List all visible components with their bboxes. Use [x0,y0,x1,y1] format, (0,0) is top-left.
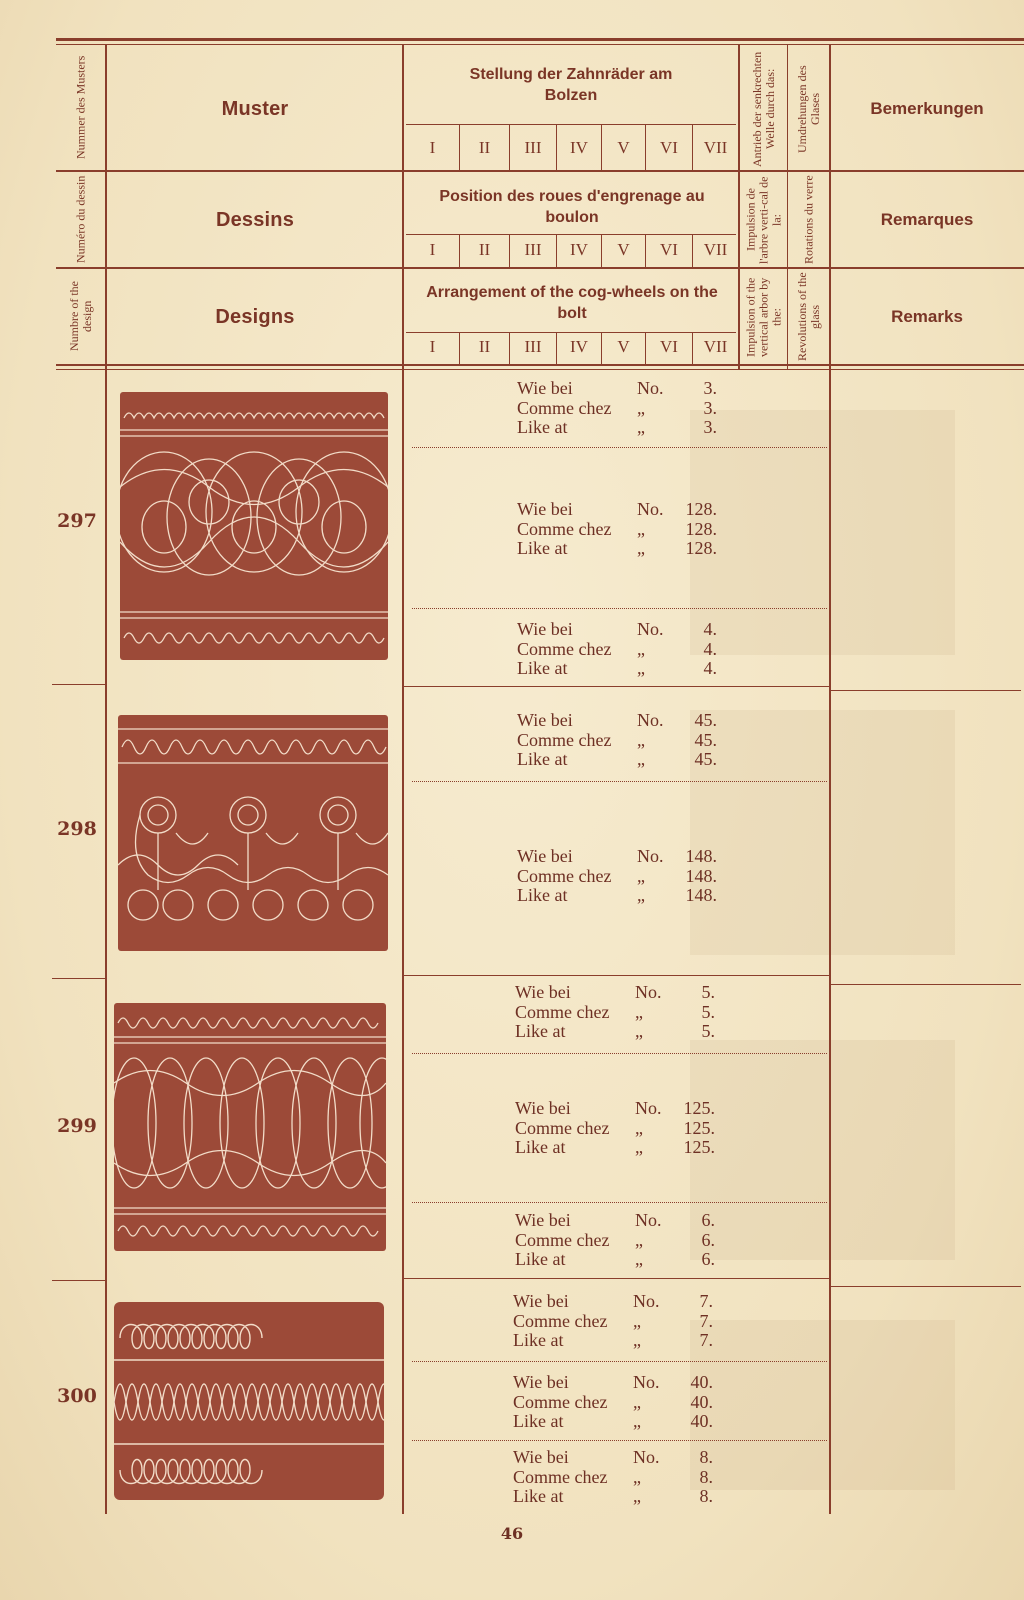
ref-no-label: No. [637,710,664,730]
ref-label-en: Like at [513,1411,564,1431]
col-rule-design [402,44,404,1514]
col-rule-rotations [829,44,831,1514]
ref-no-label: No. [637,846,664,866]
reference-block [517,379,727,438]
reference-block [517,620,727,679]
ref-label-de: Wie bei [517,619,573,639]
ref-value: 40. [690,1372,713,1392]
ref-label-fr: Comme chez [513,1466,608,1487]
ref-label-de: Wie bei [517,378,573,398]
subrow-divider [412,1440,827,1441]
ref-label-de: Wie bei [517,499,573,519]
ref-label-de: Wie bei [513,1372,569,1392]
ref-ditto: „ [637,658,645,678]
ref-label-fr: Comme chez [515,1001,610,1022]
row-rule [404,686,829,687]
ref-value: 40. [690,1391,713,1412]
gear-position-ii: II [478,138,491,157]
ref-label-de: Wie bei [515,982,571,1002]
ref-label-fr: Comme chez [517,865,612,886]
ref-label-de: Wie bei [515,1098,571,1118]
ref-value: 3. [703,378,717,398]
ref-value: 45. [694,749,717,769]
gear-position-i: I [429,138,436,157]
ref-no-label: No. [637,499,664,519]
gear-position-iv: IV [570,240,588,259]
ref-label-en: Like at [517,885,568,905]
ref-ditto: „ [637,397,645,418]
ref-ditto: „ [633,1330,641,1350]
subrow-divider [412,1361,827,1362]
gear-position-vi: VI [660,240,678,259]
gear-position-vii: VII [703,240,728,259]
ref-no-label: No. [635,982,662,1002]
ref-no-label: No. [635,1210,662,1230]
ref-value: 7. [699,1291,713,1311]
header-design-label-de: Muster [221,97,289,120]
ref-value: 128. [685,518,717,539]
ref-value: 125. [683,1137,715,1157]
gear-position-vi: VI [660,337,678,356]
page-number: 46 [500,1524,524,1543]
gear-position-i: I [429,337,436,356]
ref-label-fr: Comme chez [517,729,612,750]
ref-label-en: Like at [515,1249,566,1269]
reference-block [515,983,725,1042]
ref-value: 7. [699,1310,713,1331]
gear-subrule-1 [406,124,736,125]
header-rotations-label-de: Umdrehungen des Glases [795,65,822,153]
ref-label-en: Like at [515,1137,566,1157]
ref-no-label: No. [637,378,664,398]
interlaced-oval-band-pattern [114,1003,386,1251]
header-drive-label-en: Impulsion of the vertical arbor by the: [743,277,784,357]
header-number-label-en: Numbre of the design [67,281,94,351]
ref-value: 125. [683,1117,715,1138]
reference-block [515,1211,725,1270]
ref-value: 125. [683,1098,715,1118]
ref-ditto: „ [635,1021,643,1041]
ref-label-fr: Comme chez [517,638,612,659]
gear-position-iii: III [524,337,542,356]
header-gear-label-fr: Position des roues d'engrenage au boulon [439,188,705,226]
row-rule [404,1278,829,1279]
ref-value: 148. [685,885,717,905]
ref-value: 3. [703,417,717,437]
ref-value: 5. [701,1021,715,1041]
gear-position-vii: VII [703,337,728,356]
gear-position-iv: IV [570,138,588,157]
ref-value: 45. [694,729,717,750]
subrow-divider [412,781,827,782]
ref-value: 5. [701,982,715,1002]
col-rule-gear [738,44,740,370]
header-rule-3 [56,364,1024,366]
coil-loop-band-pattern [114,1302,384,1500]
show-through-block [690,1040,955,1260]
gear-position-v: V [617,240,630,259]
gear-position-iii: III [524,138,542,157]
ref-label-fr: Comme chez [517,397,612,418]
entry-number: 297 [57,510,97,532]
gear-position-ii: II [478,240,491,259]
ref-value: 148. [685,865,717,886]
ref-label-fr: Comme chez [517,518,612,539]
reference-block [513,1292,723,1351]
ref-value: 5. [701,1001,715,1022]
header-gear-label-en: Arrangement of the cog-wheels on the bolt [426,284,718,322]
row-rule [52,684,105,685]
ref-label-en: Like at [513,1330,564,1350]
header-rule-3b [56,369,1024,370]
ref-value: 45. [694,710,717,730]
gear-position-vii: VII [703,138,728,157]
header-remarks-label-de: Bemerkungen [870,99,984,118]
ref-label-de: Wie bei [517,710,573,730]
ref-label-en: Like at [517,749,568,769]
header-design-label-fr: Dessins [215,208,295,231]
show-through-block [690,1320,955,1490]
col-rule-number [105,44,107,1514]
ref-ditto: „ [633,1466,641,1487]
subrow-divider [412,1202,827,1203]
ref-value: 8. [699,1466,713,1487]
ref-ditto: „ [637,729,645,750]
ref-no-label: No. [637,619,664,639]
row-rule [831,984,1021,985]
table-top-rule [56,38,1024,41]
ref-ditto: „ [635,1117,643,1138]
ref-value: 40. [690,1411,713,1431]
subrow-divider [412,608,827,609]
ref-ditto: „ [635,1249,643,1269]
ref-ditto: „ [633,1411,641,1431]
ref-label-de: Wie bei [513,1291,569,1311]
ref-label-fr: Comme chez [515,1117,610,1138]
row-rule [831,1286,1021,1287]
ref-value: 4. [703,638,717,659]
ref-value: 6. [701,1249,715,1269]
header-design-label-en: Designs [215,305,295,328]
ref-value: 128. [685,499,717,519]
gear-position-ii: II [478,337,491,356]
ref-no-label: No. [633,1291,660,1311]
gear-subrule-3 [406,332,736,333]
header-rotations-label-fr: Rotations du verre [801,175,816,265]
ref-ditto: „ [637,885,645,905]
ref-value: 148. [685,846,717,866]
ref-value: 6. [701,1210,715,1230]
header-remarks-label-en: Remarks [891,307,963,326]
ornamental-loop-band-pattern [120,392,388,660]
row-rule [831,690,1021,691]
table-top-rule-2 [56,44,1024,45]
ref-value: 6. [701,1229,715,1250]
ref-value: 3. [703,397,717,418]
ref-label-en: Like at [513,1486,564,1506]
ref-ditto: „ [637,518,645,539]
ref-value: 8. [699,1447,713,1467]
gear-position-vi: VI [660,138,678,157]
ref-ditto: „ [637,638,645,659]
reference-block [515,1099,725,1158]
ref-label-en: Like at [517,417,568,437]
header-remarks-label-fr: Remarques [880,210,974,229]
ref-ditto: „ [635,1229,643,1250]
reference-block [513,1373,723,1432]
col-rule-drive [787,44,788,370]
ref-ditto: „ [637,538,645,558]
ref-ditto: „ [633,1310,641,1331]
ref-no-label: No. [635,1098,662,1118]
ref-label-en: Like at [517,658,568,678]
gear-subrule-2 [406,234,736,235]
ref-label-en: Like at [515,1021,566,1041]
ref-no-label: No. [633,1447,660,1467]
ref-value: 128. [685,538,717,558]
ref-ditto: „ [635,1001,643,1022]
scroll-loop-band-pattern [118,715,388,951]
ref-label-de: Wie bei [517,846,573,866]
ref-label-de: Wie bei [515,1210,571,1230]
reference-block [517,500,727,559]
gear-position-iv: IV [570,337,588,356]
entry-number: 300 [57,1385,97,1407]
gear-position-v: V [617,138,630,157]
gear-position-i: I [429,240,436,259]
entry-number: 299 [57,1115,97,1137]
row-rule [404,975,829,976]
header-number-label-de: Nummer des Musters [73,55,88,159]
ref-label-fr: Comme chez [513,1391,608,1412]
row-rule [52,1280,105,1281]
ref-ditto: „ [637,417,645,437]
ref-ditto: „ [637,865,645,886]
header-gear-label-de: Stellung der Zahnräder am Bolzen [469,66,673,104]
ref-ditto: „ [635,1137,643,1157]
ref-value: 8. [699,1486,713,1506]
subrow-divider [412,447,827,448]
gear-position-iii: III [524,240,542,259]
ref-no-label: No. [633,1372,660,1392]
gear-position-v: V [617,337,630,356]
ref-value: 4. [703,619,717,639]
ref-ditto: „ [633,1486,641,1506]
header-drive-label-de: Antrieb der senkrechten Welle durch das: [750,51,777,167]
ref-value: 4. [703,658,717,678]
reference-block [513,1448,723,1507]
header-rotations-label-en: Revolutions of the glass [795,272,822,362]
ref-label-fr: Comme chez [515,1229,610,1250]
show-through-block [690,710,955,955]
header-rule-1 [56,170,1024,172]
ref-label-en: Like at [517,538,568,558]
ref-ditto: „ [633,1391,641,1412]
ref-ditto: „ [637,749,645,769]
ref-label-fr: Comme chez [513,1310,608,1331]
subrow-divider [412,1053,827,1054]
ref-label-de: Wie bei [513,1447,569,1467]
entry-number: 298 [57,818,97,840]
ref-value: 7. [699,1330,713,1350]
reference-block [517,711,727,770]
header-number-label-fr: Numéro du dessin [73,175,88,263]
row-rule [52,978,105,979]
header-drive-label-fr: Impulsion de l'arbre verti-cal de la: [743,176,784,264]
header-rule-2 [56,267,1024,269]
reference-block [517,847,727,906]
